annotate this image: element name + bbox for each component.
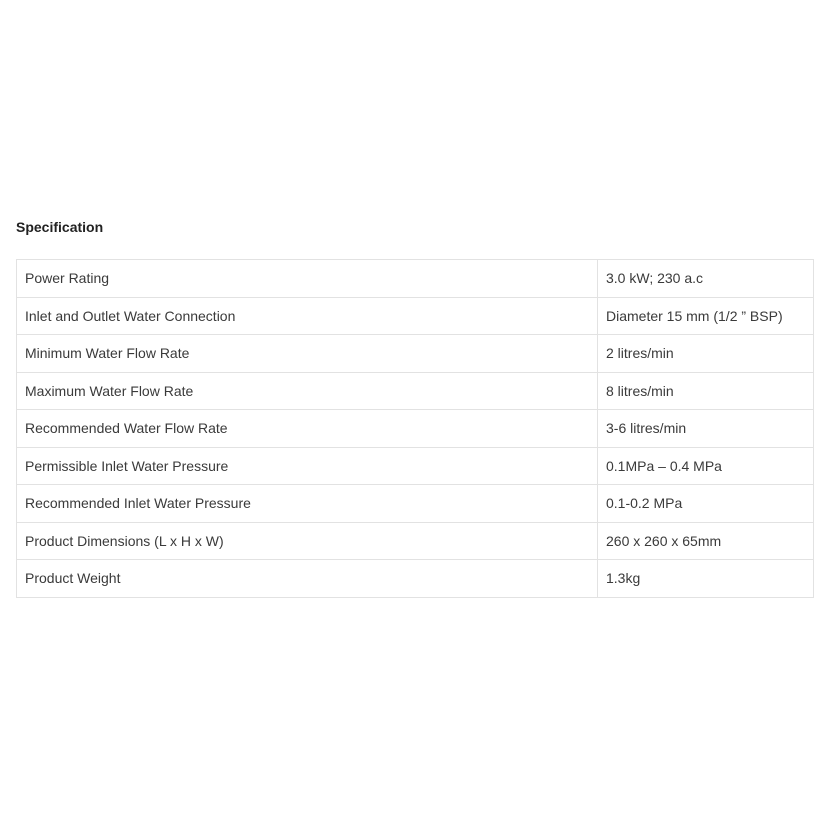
spec-value: 0.1MPa – 0.4 MPa xyxy=(598,447,814,485)
specification-section xyxy=(16,218,813,598)
spec-label: Product Weight xyxy=(17,560,598,598)
table-row xyxy=(17,485,814,523)
table-row xyxy=(17,297,814,335)
table-row xyxy=(17,335,814,373)
table-row xyxy=(17,447,814,485)
table-row xyxy=(17,522,814,560)
section-heading: Specification xyxy=(16,219,104,235)
spec-value: 8 litres/min xyxy=(598,372,814,410)
spec-value: 3-6 litres/min xyxy=(598,410,814,448)
spec-value: 260 x 260 x 65mm xyxy=(598,522,814,560)
spec-label: Minimum Water Flow Rate xyxy=(17,335,598,373)
spec-value: 3.0 kW; 230 a.c xyxy=(598,260,814,298)
spec-label: Power Rating xyxy=(17,260,598,298)
table-row xyxy=(17,260,814,298)
spec-value: 0.1-0.2 MPa xyxy=(598,485,814,523)
spec-label: Maximum Water Flow Rate xyxy=(17,372,598,410)
table-row xyxy=(17,410,814,448)
spec-value: 2 litres/min xyxy=(598,335,814,373)
spec-label: Recommended Inlet Water Pressure xyxy=(17,485,598,523)
spec-label: Permissible Inlet Water Pressure xyxy=(17,447,598,485)
spec-label: Inlet and Outlet Water Connection xyxy=(17,297,598,335)
spec-label: Recommended Water Flow Rate xyxy=(17,410,598,448)
spec-value: 1.3kg xyxy=(598,560,814,598)
spec-value: Diameter 15 mm (1/2 ” BSP) xyxy=(598,297,814,335)
spec-label: Product Dimensions (L x H x W) xyxy=(17,522,598,560)
table-row xyxy=(17,560,814,598)
specification-table xyxy=(16,259,814,598)
table-row xyxy=(17,372,814,410)
